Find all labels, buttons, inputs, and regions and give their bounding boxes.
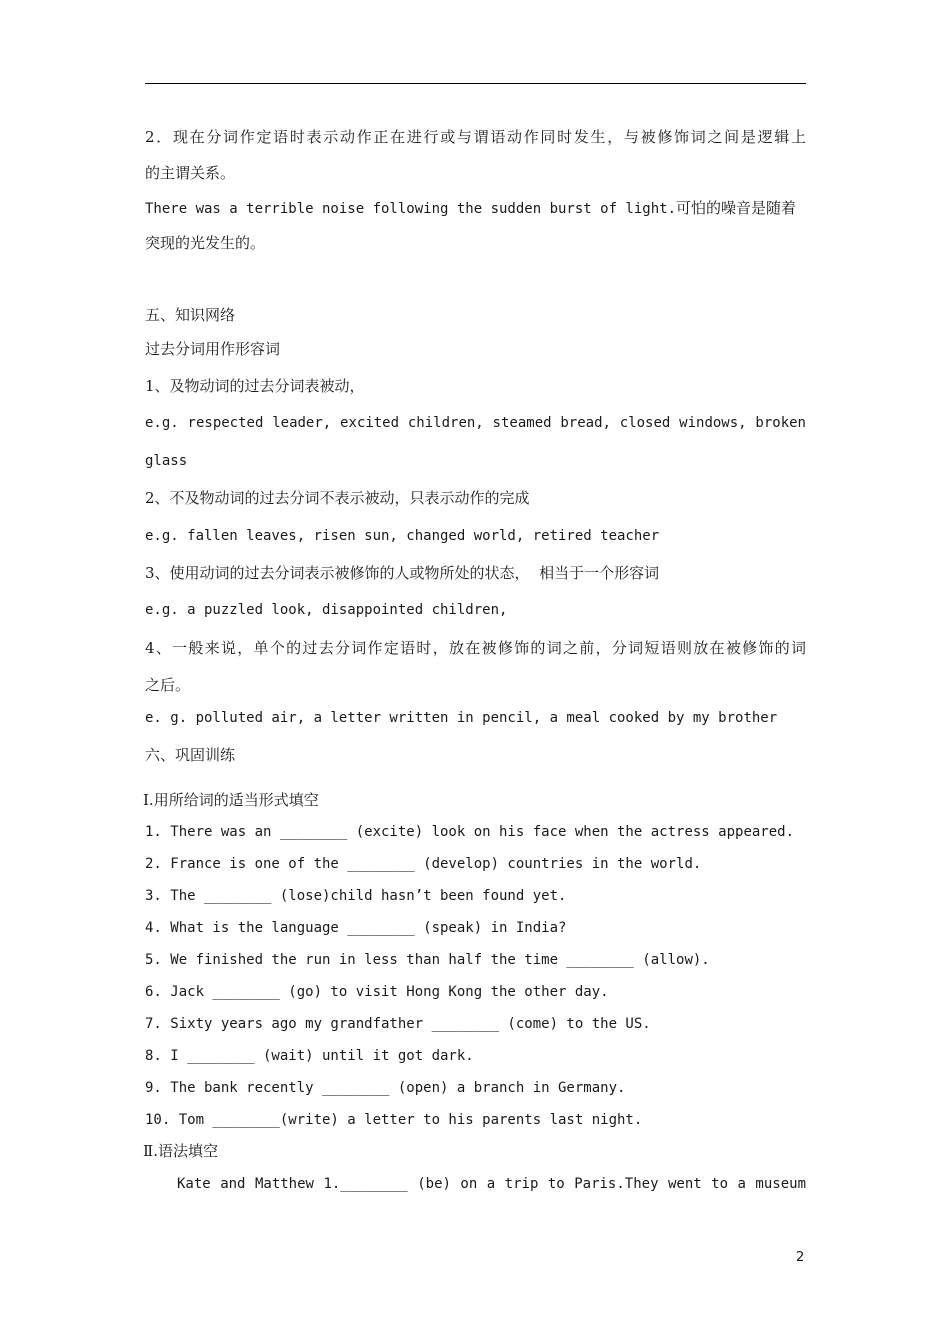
text-line: 2．现在分词作定语时表示动作正在进行或与谓语动作同时发生，与被修饰词之间是逻辑上 <box>145 128 806 146</box>
example-line: e.g. a puzzled look, disappointed children, <box>145 602 508 618</box>
exercise-item: 3. The ________ (lose)child hasn’t been found yet. <box>145 888 567 904</box>
exercise-item: 4. What is the language ________ (speak) in India? <box>145 920 567 936</box>
passage-line: Kate and Matthew 1.________ (be) on a trip to Paris.They went to a museum <box>177 1176 806 1192</box>
rule-item: 3、使用动词的过去分词表示被修饰的人或物所处的状态， 相当于一个形容词 <box>145 564 660 582</box>
exercise-item: 1. There was an ________ (excite) look on his face when the actress appeared. <box>145 824 795 840</box>
section-heading: 六、巩固训练 <box>145 746 236 764</box>
page-number: 2 <box>796 1250 805 1265</box>
header-rule <box>145 83 806 84</box>
rule-item: 2、不及物动词的过去分词不表示被动，只表示动作的完成 <box>145 489 530 507</box>
text-line: 突现的光发生的。 <box>145 234 266 252</box>
example-line: e.g. respected leader, excited children, steamed bread, closed windows, broken <box>145 415 806 431</box>
exercise-heading: Ⅱ.语法填空 <box>143 1142 218 1160</box>
exercise-item: 9. The bank recently ________ (open) a branch in Germany. <box>145 1080 626 1096</box>
example-line: e. g. polluted air, a letter written in pencil, a meal cooked by my brother <box>145 710 778 726</box>
example-line: e.g. fallen leaves, risen sun, changed world, retired teacher <box>145 528 660 544</box>
subheading: 过去分词用作形容词 <box>145 340 281 358</box>
example-sentence: There was a terrible noise following the sudden burst of light. <box>145 201 677 217</box>
exercise-heading: Ⅰ.用所给词的适当形式填空 <box>143 791 319 809</box>
text-line: 之后。 <box>145 676 191 694</box>
exercise-item: 7. Sixty years ago my grandfather ________ (come) to the US. <box>145 1016 651 1032</box>
example-line: glass <box>145 453 188 469</box>
exercise-item: 6. Jack ________ (go) to visit Hong Kong the other day. <box>145 984 609 1000</box>
rule-item: 1、及物动词的过去分词表被动， <box>145 377 365 395</box>
exercise-item: 5. We finished the run in less than half the time ________ (allow). <box>145 952 710 968</box>
section-heading: 五、知识网络 <box>145 306 236 324</box>
exercise-item: 8. I ________ (wait) until it got dark. <box>145 1048 474 1064</box>
example-translation: 可怕的噪音是随着 <box>676 199 797 217</box>
text-line: 的主谓关系。 <box>145 164 236 182</box>
exercise-item: 10. Tom ________(write) a letter to his parents last night. <box>145 1112 643 1128</box>
rule-item: 4、一般来说，单个的过去分词作定语时，放在被修饰的词之前，分词短语则放在被修饰的词 <box>145 639 806 657</box>
example-line <box>145 198 806 219</box>
exercise-item: 2. France is one of the ________ (develop) countries in the world. <box>145 856 702 872</box>
